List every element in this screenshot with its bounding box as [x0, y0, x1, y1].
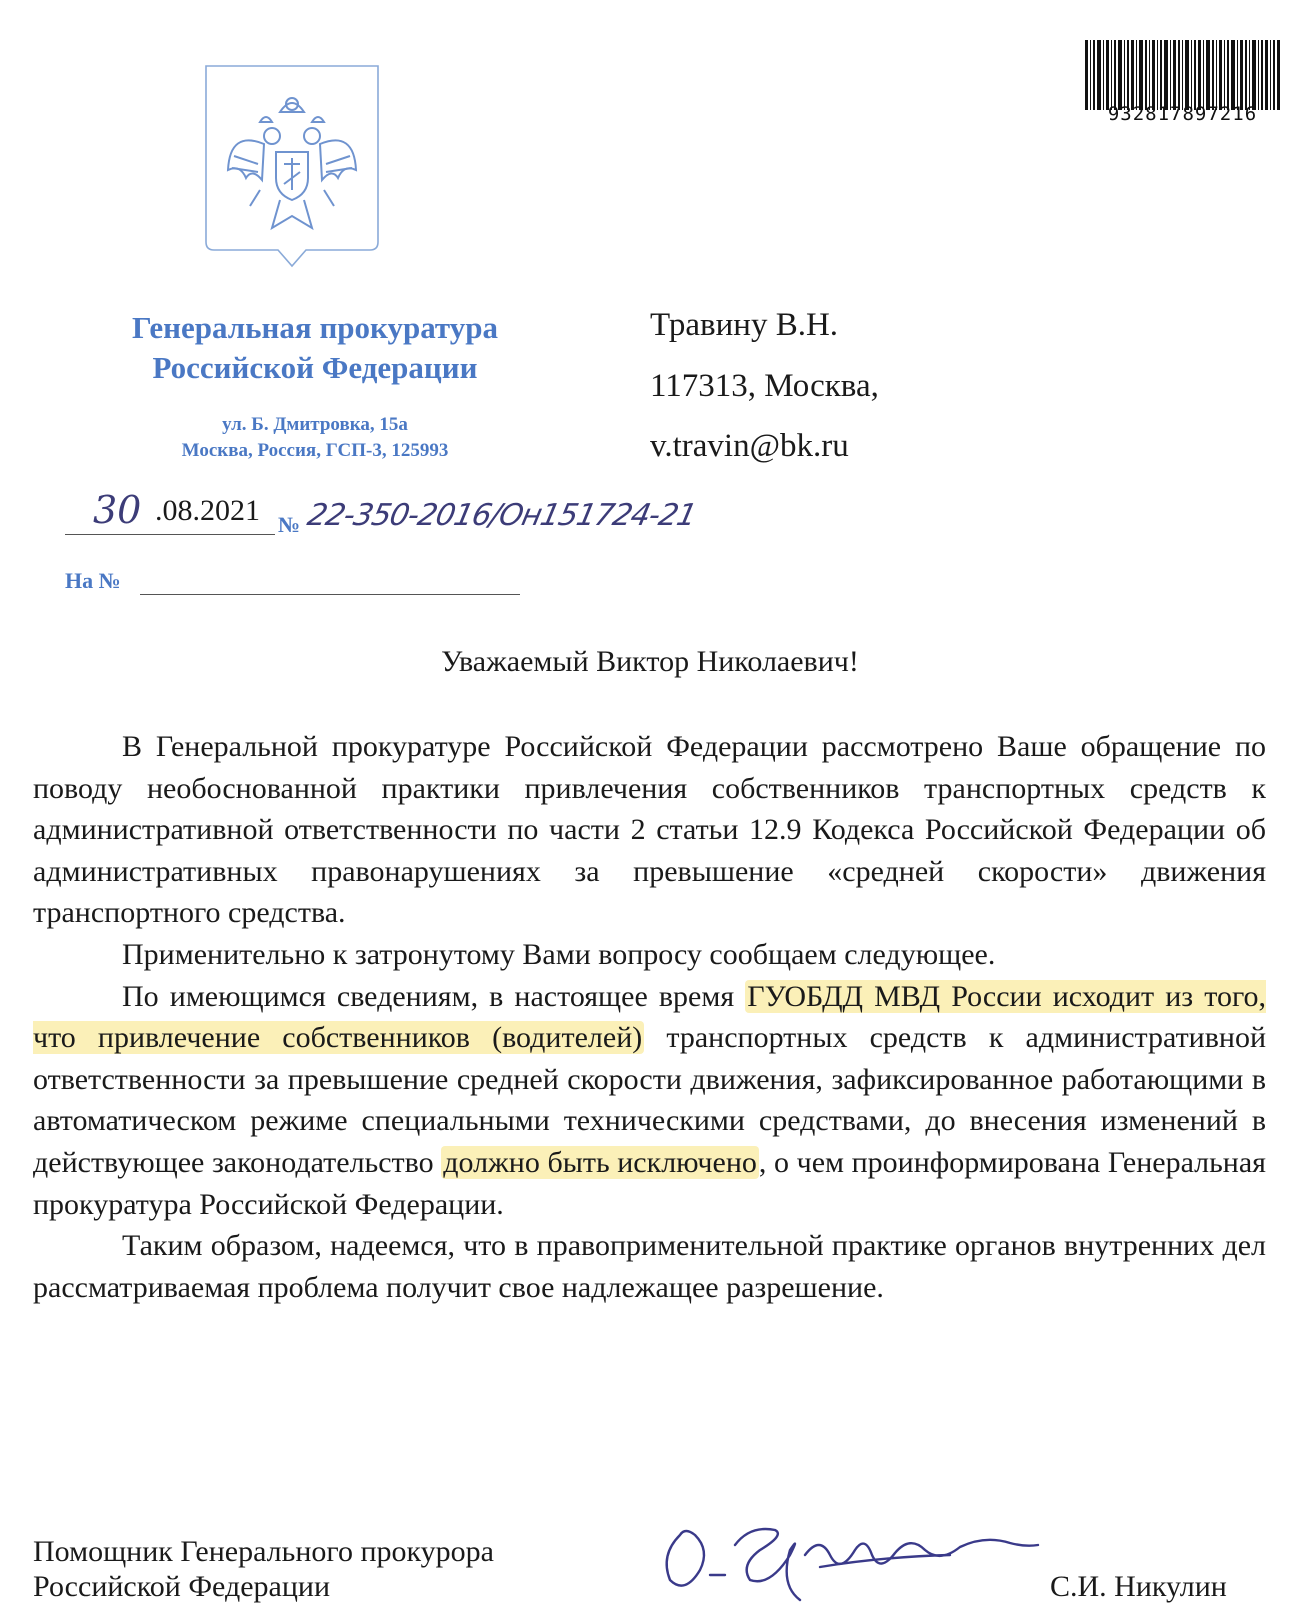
letter-body [33, 726, 1266, 1308]
paragraph-1: В Генеральной прокуратуре Российской Федерации рассмотрено Ваше обращение по поводу необоснованной практики привлечения собственников транспортных средств к административной ответственности по части 2 статьи 12.9 Кодекса Российской Федерации об административных правонарушениях за превышение «средней скорости» движения транспортного средства. [33, 730, 1266, 930]
coat-of-arms-emblem [200, 60, 384, 274]
reply-to-label: На № [65, 568, 121, 593]
paragraph-4: Таким образом, надеемся, что в правоприменительной практике органов внутренних дел рассматриваемая проблема получит свое надлежащее разрешение. [33, 1229, 1266, 1304]
paragraph-2: Применительно к затронутому Вами вопросу сообщаем следующее. [122, 937, 996, 971]
number-label: № [278, 512, 301, 537]
signatory-title-line1: Помощник Генерального прокурора [33, 1535, 494, 1568]
organization-name-line1: Генеральная прокуратура [132, 310, 498, 345]
organization-name-line2: Российской Федерации [152, 350, 478, 385]
reply-to-underline [140, 594, 520, 595]
paragraph-3-end: , о чем проинформирована Генеральная прокуратура Российской Федерации. [33, 1145, 1266, 1221]
outgoing-number-handwritten: 22-350-2016/Он151724-21 [304, 498, 700, 533]
recipient-email: v.travin@bk.ru [650, 428, 849, 464]
salutation: Уважаемый Виктор Николаевич! [441, 645, 859, 678]
highlight-guobdd: ГУОБДД МВД России исходит из того, что привлечение собственников (водителей) [33, 979, 1266, 1055]
barcode-number: 932817897216 [1107, 103, 1258, 125]
paragraph-3-middle: транспортных средств к административной ответственности за превышение средней скорости движения, зафиксированное работающими в автоматическом режиме специальными техническими средствами, до внесения изменений в действующее законодательство [33, 1021, 1267, 1179]
organization-address-line2: Москва, Россия, ГСП-3, 125993 [181, 440, 449, 461]
date-underline [65, 534, 275, 535]
date-day-handwritten: 30 [93, 488, 142, 532]
recipient-name: Травину В.Н. [650, 307, 839, 343]
paragraph-3-start: По имеющимся сведениям, в настоящее время [122, 979, 746, 1013]
organization-address-line1: ул. Б. Дмитровка, 15а [222, 414, 408, 435]
paragraph-3 [33, 976, 1266, 1226]
date-printed: .08.2021 [155, 494, 260, 527]
highlight-excluded: должно быть исключено [443, 1145, 757, 1179]
barcode-image [1085, 40, 1280, 110]
handwritten-signature [640, 1495, 1060, 1605]
signatory-name: С.И. Никулин [1050, 1570, 1227, 1603]
recipient-city: 117313, Москва, [650, 368, 879, 404]
signatory-title-line2: Российской Федерации [33, 1570, 331, 1603]
